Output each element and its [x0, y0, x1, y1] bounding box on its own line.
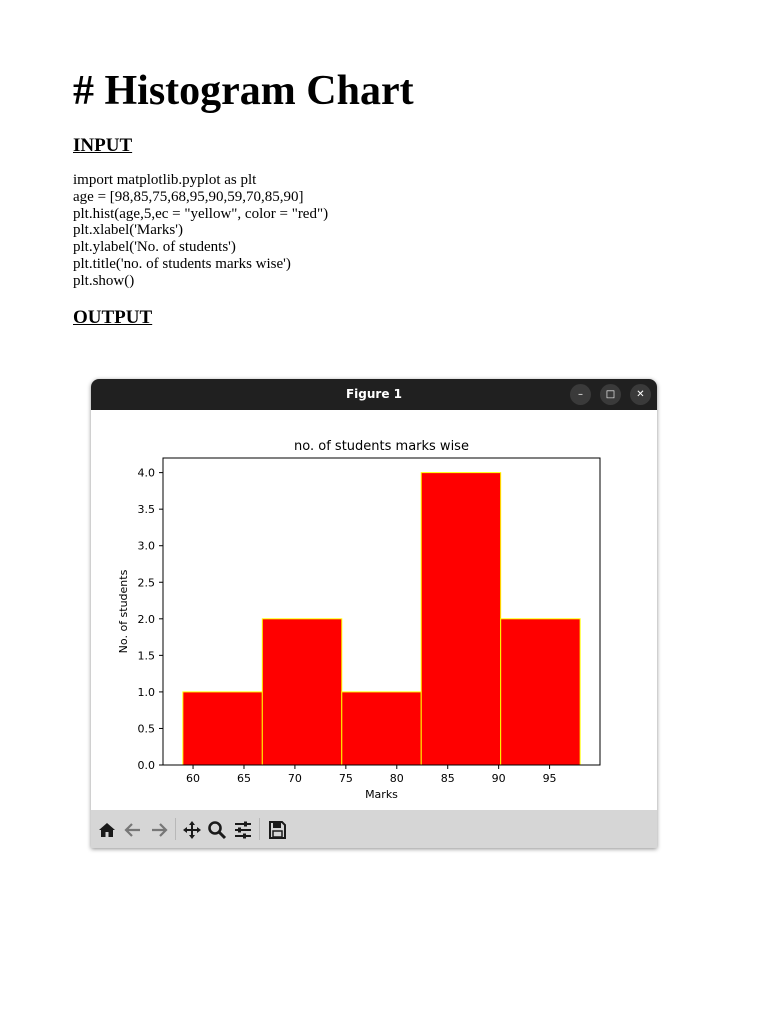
page-title: # Histogram Chart	[73, 68, 414, 114]
histogram-chart	[91, 410, 657, 810]
code-block	[73, 172, 328, 290]
close-button[interactable]: ✕	[630, 384, 651, 405]
pan-button[interactable]	[182, 820, 202, 840]
code-line: plt.xlabel('Marks')	[73, 222, 183, 239]
code-line: import matplotlib.pyplot as plt	[73, 172, 257, 188]
zoom-icon	[207, 820, 227, 840]
y-tick-label: 2.0	[137, 612, 155, 626]
zoom-button[interactable]	[207, 820, 227, 840]
minimize-button[interactable]: –	[570, 384, 591, 405]
histogram-bar	[501, 619, 580, 765]
toolbar-separator	[259, 818, 260, 840]
back-button[interactable]	[123, 820, 143, 840]
y-tick-label: 3.0	[137, 539, 155, 553]
x-tick-label: 60	[186, 772, 201, 785]
histogram-bar	[183, 692, 262, 765]
input-heading: INPUT	[73, 135, 133, 156]
home-icon	[97, 820, 117, 840]
pan-icon	[182, 820, 202, 840]
y-tick-label: 1.0	[137, 685, 155, 699]
code-line: age = [98,85,75,68,95,90,59,70,85,90]	[73, 188, 304, 205]
code-line: plt.ylabel('No. of students')	[73, 239, 236, 256]
code-line: plt.hist(age,5,ec = "yellow", color = "red")	[73, 205, 329, 222]
y-tick-label: 1.5	[137, 649, 155, 663]
y-tick-label: 4.0	[137, 466, 155, 480]
x-tick-label: 70	[287, 772, 302, 785]
y-tick-label: 3.5	[137, 503, 155, 517]
histogram-bar	[262, 619, 341, 765]
plot-area	[91, 410, 657, 810]
y-tick-label: 0.0	[137, 759, 155, 772]
x-tick-label: 65	[236, 772, 251, 785]
toolbar-separator	[175, 818, 176, 840]
save-button[interactable]	[267, 820, 287, 840]
x-tick-label: 95	[542, 772, 557, 785]
x-tick-label: 75	[338, 772, 353, 785]
window-titlebar[interactable]	[91, 379, 657, 410]
y-axis-label: No. of students	[117, 569, 130, 654]
histogram-bar	[421, 473, 500, 765]
y-tick-label: 0.5	[137, 722, 155, 736]
maximize-button[interactable]: □	[600, 384, 621, 405]
code-line: plt.title('no. of students marks wise')	[73, 255, 291, 272]
output-heading: OUTPUT	[73, 307, 153, 328]
y-tick-label: 2.5	[137, 576, 155, 590]
forward-arrow-icon	[149, 820, 169, 840]
code-line: plt.show()	[73, 272, 135, 289]
back-arrow-icon	[123, 820, 143, 840]
home-button[interactable]	[97, 820, 117, 840]
configure-subplots-icon	[233, 820, 253, 840]
figure-window	[91, 379, 657, 848]
x-tick-label: 90	[491, 772, 506, 785]
x-axis-label: Marks	[365, 788, 398, 801]
save-icon	[267, 820, 287, 840]
histogram-bar	[342, 692, 421, 765]
x-tick-label: 80	[389, 772, 404, 785]
figure-toolbar	[91, 810, 657, 848]
x-tick-label: 85	[440, 772, 455, 785]
window-title: Figure 1	[345, 387, 403, 401]
chart-title: no. of students marks wise	[294, 439, 469, 454]
configure-subplots-button[interactable]	[233, 820, 253, 840]
forward-button[interactable]	[149, 820, 169, 840]
